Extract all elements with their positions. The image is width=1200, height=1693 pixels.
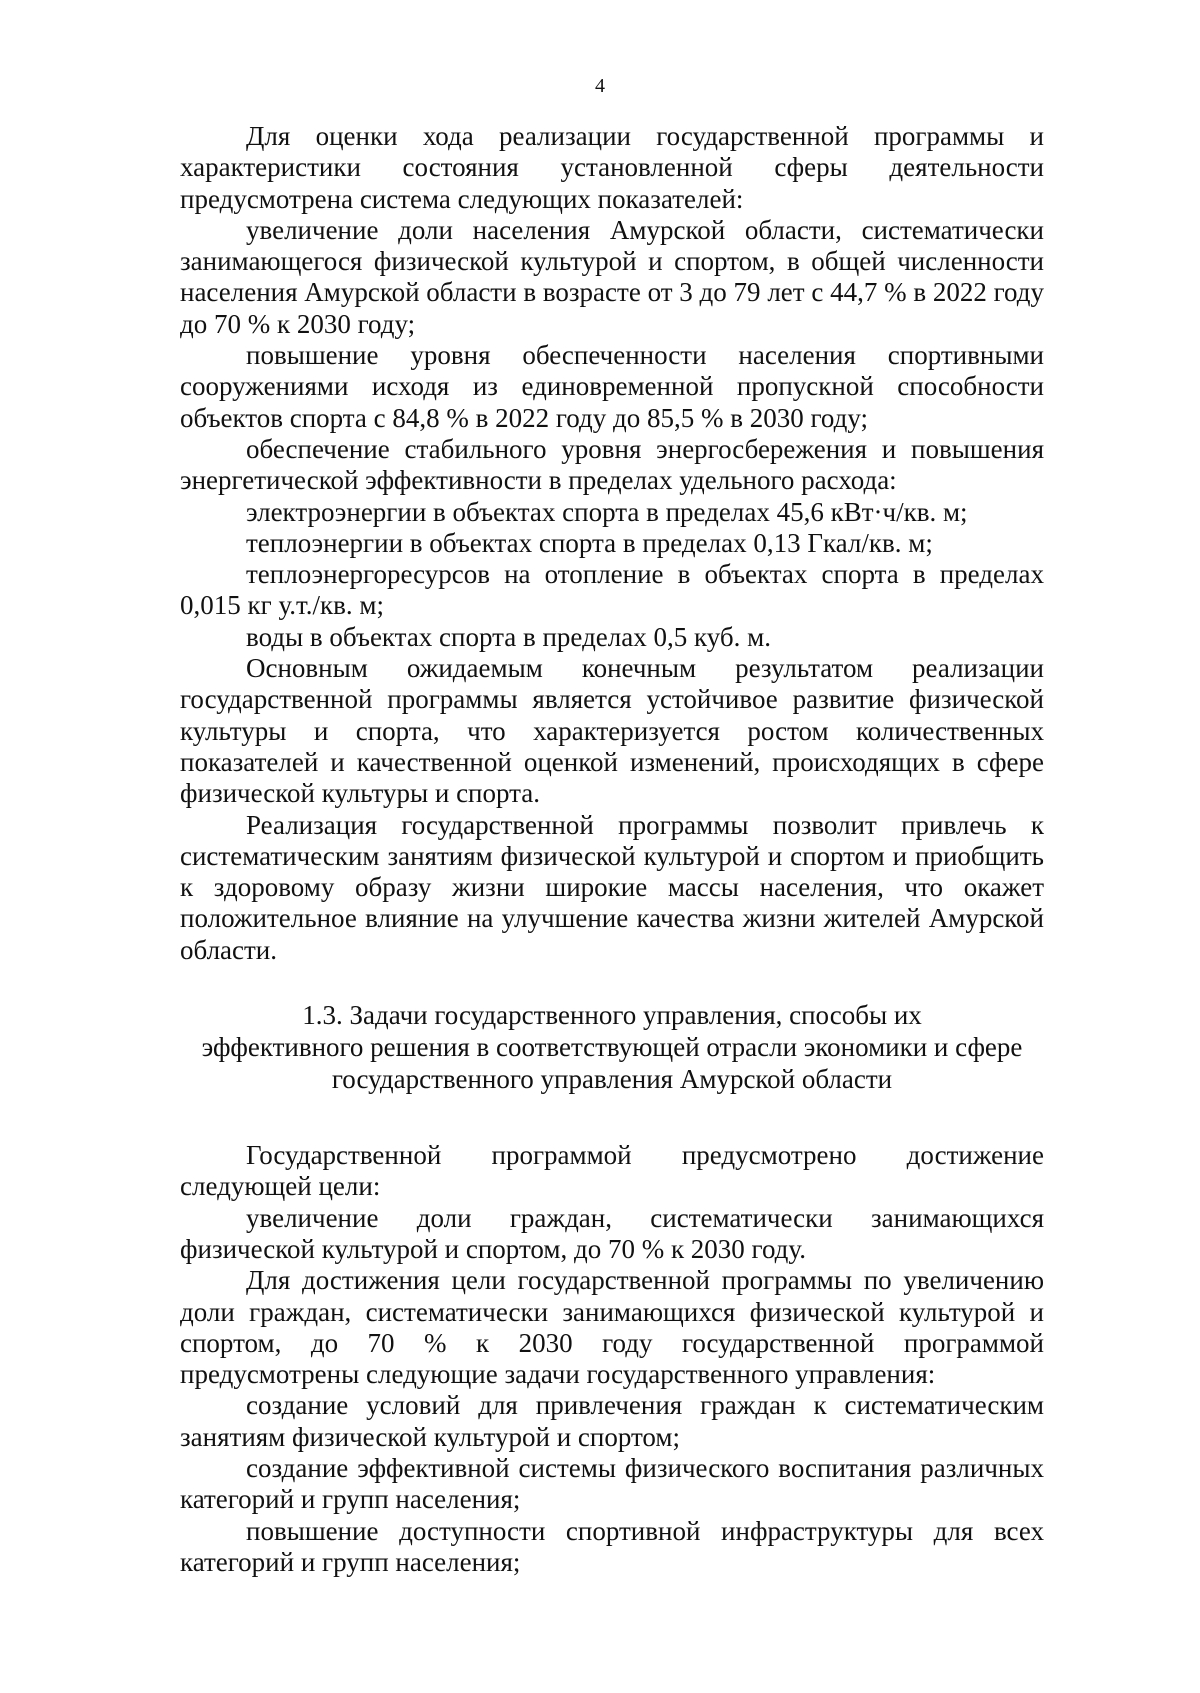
paragraph-heating-resources: теплоэнергоресурсов на отопление в объектах спорта в пределах 0,015 кг у.т./кв. м; bbox=[180, 559, 1044, 621]
paragraph-indicator-sport-share: увеличение доли населения Амурской области, систематически занимающегося физической культурой и спортом, в общей численности населения Амурской области в возрасте от 3 до 79 лет с 44,7 % в 2022 году до 70 % к 2030 году; bbox=[180, 214, 1044, 339]
paragraph-goal: увеличение доли граждан, систематически занимающихся физической культурой и спортом, до 70 % к 2030 году. bbox=[180, 1202, 1044, 1264]
section-heading bbox=[180, 999, 1044, 1095]
paragraph-electricity: электроэнергии в объектах спорта в пределах 45,6 кВт·ч/кв. м; bbox=[246, 496, 968, 527]
paragraph-expected-result: Основным ожидаемым конечным результатом реализации государственной программы является устойчивое развитие физической культуры и спорта, что характеризуется ростом количественных показателей и качественной оценкой изменений, происходящих в сфере физической культуры и спорта. bbox=[180, 653, 1044, 809]
paragraph-heat: теплоэнергии в объектах спорта в пределах 0,13 Гкал/кв. м; bbox=[246, 527, 933, 558]
paragraph-indicator-energy: обеспечение стабильного уровня энергосбережения и повышения энергетической эффективности в пределах удельного расхода: bbox=[180, 433, 1044, 496]
document-body bbox=[180, 121, 1044, 1578]
page-number: 4 bbox=[595, 75, 605, 97]
paragraph-indicators-intro: Для оценки хода реализации государственной программы и характеристики состояния установленной сферы деятельности предусмотрена система следующих показателей: bbox=[180, 121, 1044, 214]
section-heading-line: 1.3. Задачи государственного управления, способы их bbox=[302, 1000, 922, 1031]
section-heading-line: государственного управления Амурской области bbox=[331, 1064, 893, 1095]
paragraph-task-education-system: создание эффективной системы физического воспитания различных категорий и групп населения; bbox=[180, 1452, 1044, 1515]
paragraph-indicator-facilities: повышение уровня обеспеченности населения спортивными сооружениями исходя из единовременной пропускной способности объектов спорта с 84,8 % в 2022 году до 85,5 % в 2030 году; bbox=[180, 340, 1044, 433]
paragraph-task-infrastructure: повышение доступности спортивной инфраструктуры для всех категорий и групп населения; bbox=[180, 1515, 1044, 1577]
paragraph-task-conditions: создание условий для привлечения граждан к систематическим занятиям физической культурой и спортом; bbox=[180, 1390, 1044, 1452]
paragraph-implementation-effect: Реализация государственной программы позволит привлечь к систематическим занятиям физической культурой и спортом и приобщить к здоровому образу жизни широкие массы населения, что окажет положительное влияние на улучшение качества жизни жителей Амурской области. bbox=[180, 809, 1044, 965]
paragraph-tasks-intro: Для достижения цели государственной программы по увеличению доли граждан, систематически занимающихся физической культурой и спортом, до 70 % к 2030 году государственной программой предусмотрены следующие задачи государственного управления: bbox=[180, 1265, 1044, 1390]
paragraph-water: воды в объектах спорта в пределах 0,5 куб. м. bbox=[246, 621, 771, 652]
paragraph-goal-intro: Государственной программой предусмотрено достижение следующей цели: bbox=[180, 1140, 1044, 1202]
section-heading-line: эффективного решения в соответствующей отрасли экономики и сфере bbox=[201, 1032, 1023, 1063]
